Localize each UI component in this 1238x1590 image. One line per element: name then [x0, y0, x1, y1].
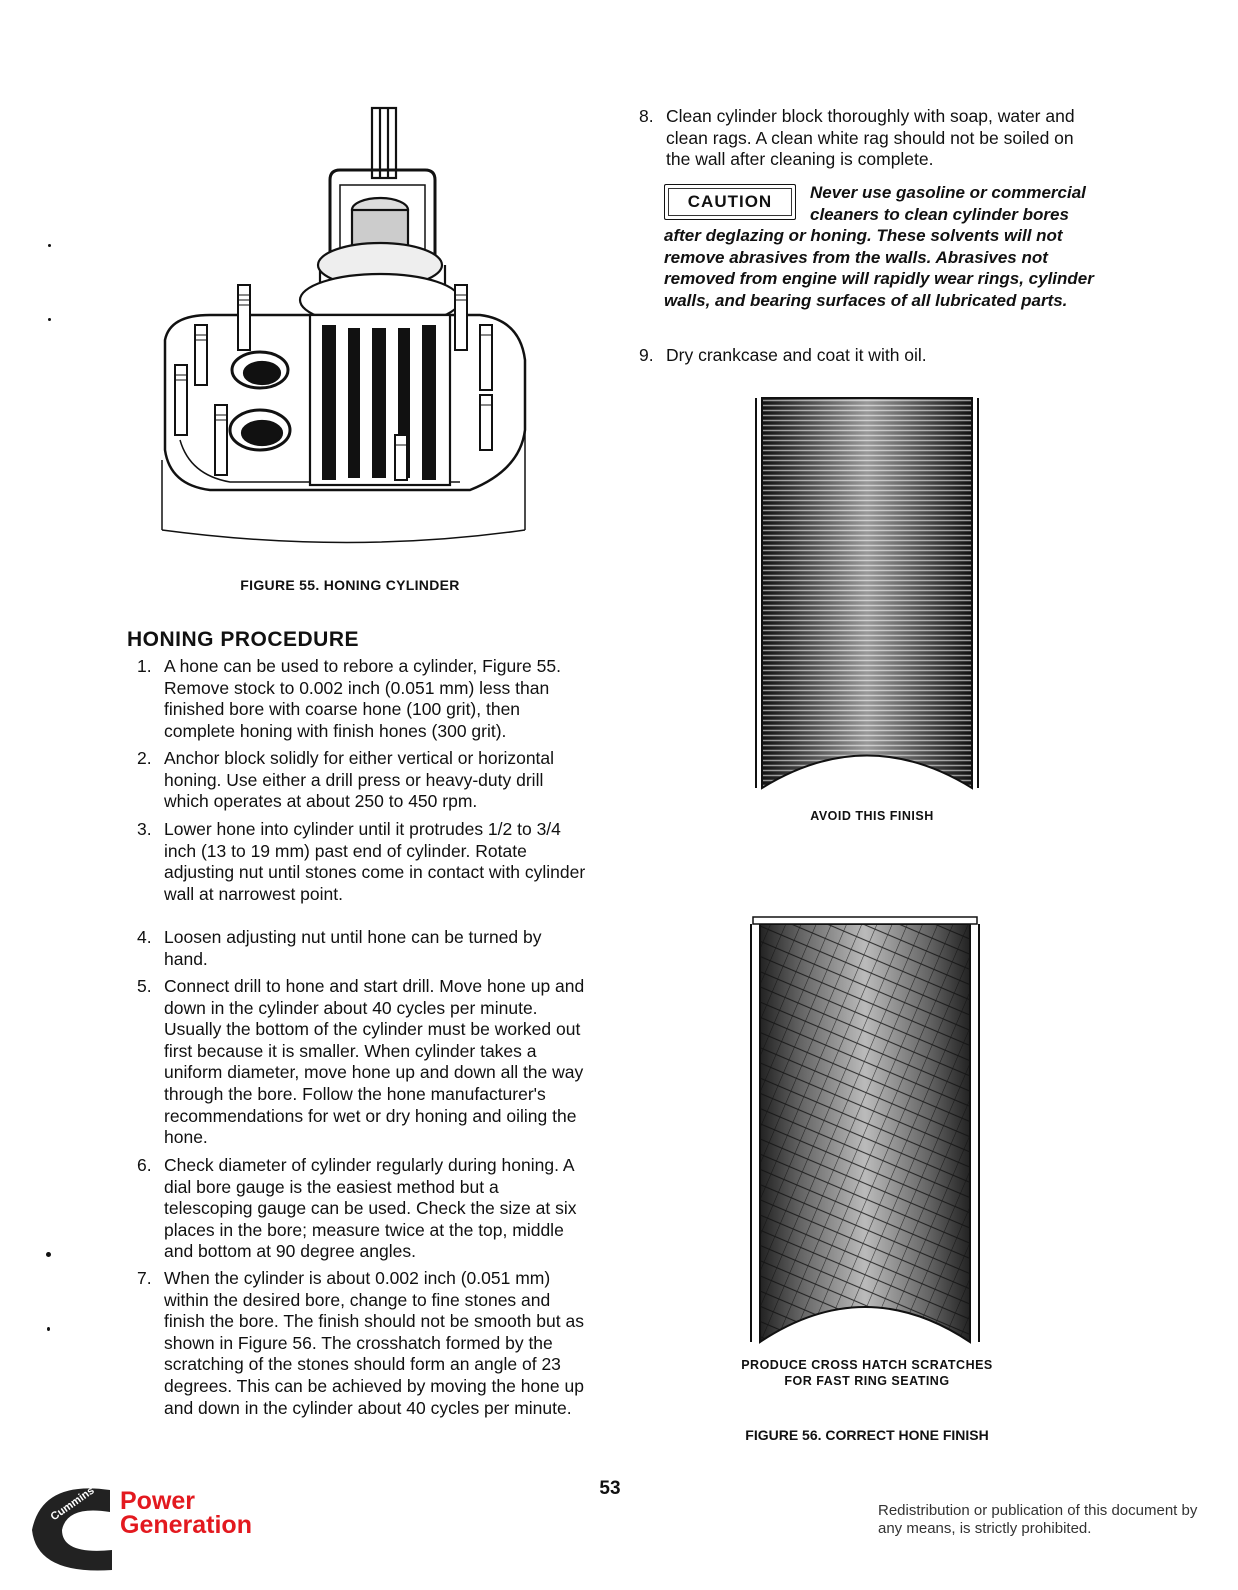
avoid-finish-illustration [752, 393, 982, 795]
scan-speck [48, 244, 51, 247]
section-heading: HONING PROCEDURE [127, 628, 360, 651]
caution-badge: CAUTION [664, 184, 796, 220]
brand-name [120, 1489, 252, 1537]
list-item: 2. Anchor block solidly for either vertical or horizontal honing. Use either a drill press or heavy-duty drill which operates at about 250 to 450 rpm. [137, 748, 555, 812]
brand-line-2: Generation [120, 1511, 252, 1539]
list-item: 9. Dry crankcase and coat it with oil. [639, 345, 927, 365]
page-number: 53 [599, 1478, 621, 1499]
list-item: 7. When the cylinder is about 0.002 inch (0.051 mm) within the desired bore, change to fine stones and finish the bore. The finish should not be smooth but as shown in Figure 56. The crosshatch formed by the scratching of the stones should form an angle of 23 degrees. This can be achieved by moving the hone up and down in the cylinder about 40 cycles per minute. [137, 1268, 584, 1418]
crosshatch-caption [712, 1357, 1022, 1389]
avoid-finish-caption: AVOID THIS FINISH [810, 809, 934, 823]
crosshatch-caption-line-1: PRODUCE CROSS HATCH SCRATCHES [741, 1358, 993, 1372]
figure-55-honing-cylinder-illustration [150, 100, 535, 550]
scan-speck [47, 1327, 50, 1331]
scan-speck [46, 1252, 51, 1257]
logo-text: Cummins [48, 1484, 97, 1524]
cummins-logo [22, 1470, 122, 1580]
figure-56-caption: FIGURE 56. CORRECT HONE FINISH [745, 1427, 989, 1443]
crosshatch-caption-line-2: FOR FAST RING SEATING [784, 1374, 950, 1388]
caution-text: Never use gasoline or commercial cleaners to clean cylinder bores after deglazing or honing. These solvents will not remove abrasives from the walls. Abrasives not removed from engine will rapidly wear rings, cylinder walls, and bearing surfaces of all lubricated parts. [664, 183, 1094, 310]
list-item: 8. Clean cylinder block thoroughly with soap, water and clean rags. A clean white rag should not be soiled on the wall after cleaning is complete. [639, 106, 1075, 170]
list-item: 4. Loosen adjusting nut until hone can be turned by hand. [137, 927, 542, 969]
list-item: 6. Check diameter of cylinder regularly during honing. A dial bore gauge is the easiest method but a telescoping gauge can be used. Check the size at six places in the bore; measure twice at the top, middle and bottom at 90 degree angles. [137, 1155, 577, 1262]
caution-note [664, 182, 1094, 311]
scan-speck [48, 318, 51, 321]
brand-line-1: Power [120, 1487, 196, 1515]
list-item: 1. A hone can be used to rebore a cylinder, Figure 55. Remove stock to 0.002 inch (0.051 mm) less than finished bore with coarse hone (100 grit), then complete honing with finish hones (300 grit). [137, 656, 561, 741]
redistribution-notice: Redistribution or publication of this document by any means, is strictly prohibited. [878, 1502, 1198, 1537]
figure-55-caption: FIGURE 55. HONING CYLINDER [240, 577, 460, 593]
list-item: 3. Lower hone into cylinder until it protrudes 1/2 to 3/4 inch (13 to 19 mm) past end of cylinder. Rotate adjusting nut until stones come in contact with cylinder wall at narrowest point. [137, 819, 586, 904]
crosshatch-finish-illustration [745, 912, 985, 1352]
list-item: 5. Connect drill to hone and start drill. Move hone up and down in the cylinder about 40 cycles per minute. Usually the bottom of the cylinder must be worked out first because it is smaller. When cylinder takes a uniform diameter, move hone up and down all the way through the bore. Follow the hone manufacturer's recommendations for wet or dry honing and oiling the hone. [137, 976, 585, 1148]
